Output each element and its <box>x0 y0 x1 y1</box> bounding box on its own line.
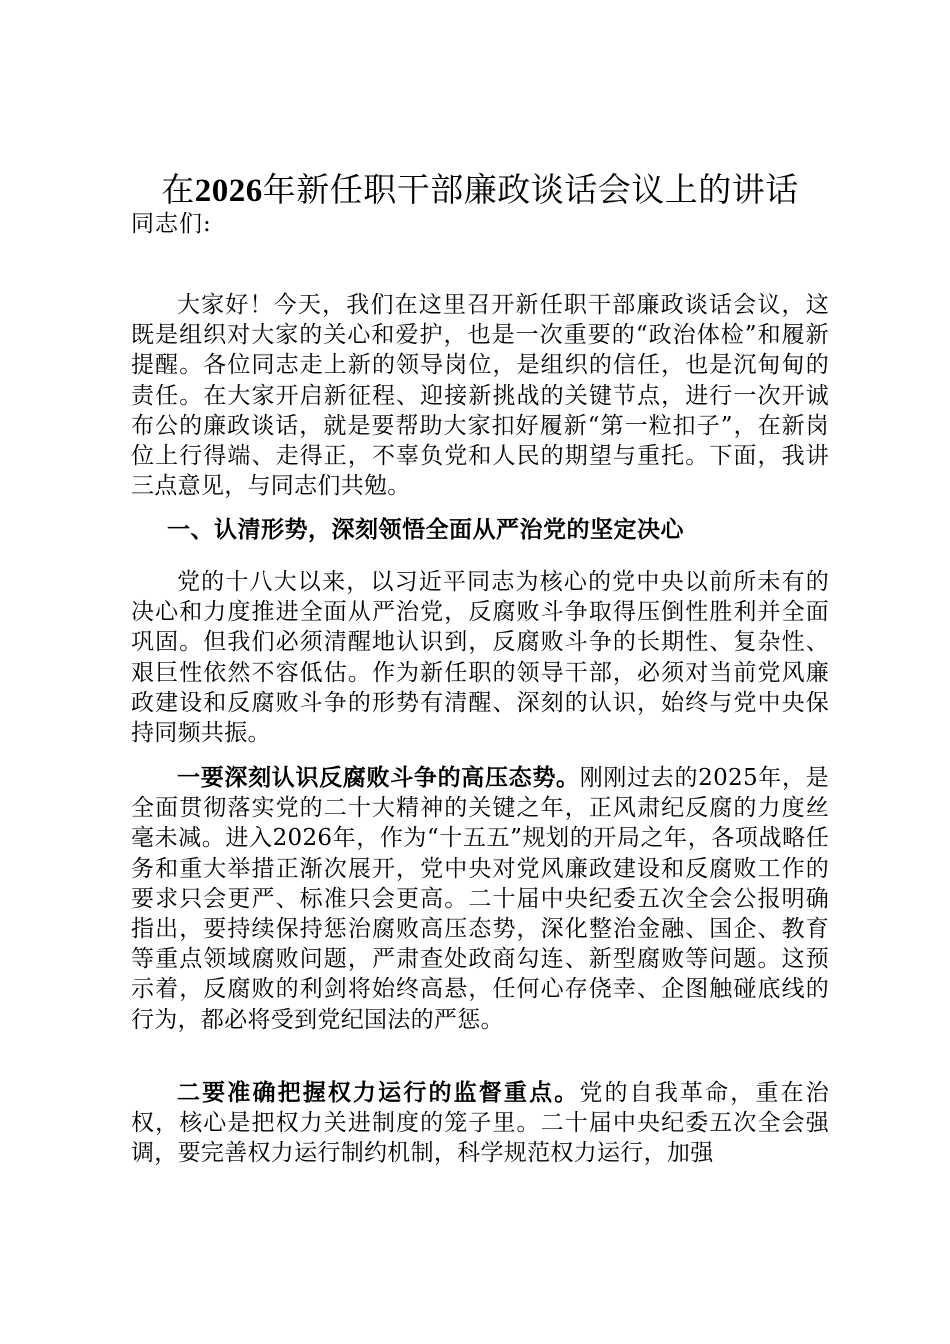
point-1-lead: 一要深刻认识反腐败斗争的高压态势。 <box>177 764 580 791</box>
section-1-heading: 一、认清形势，深刻领悟全面从严治党的坚定决心 <box>167 516 684 543</box>
point-2-lead: 二要准确把握权力运行的监督重点。 <box>177 1079 580 1106</box>
point-2-body: 党的自我革命，重在治权，核心是把权力关进制度的笼子里。二十届中央纪委五次全会强调，要完善权力运行制约机制，科学规范权力运行，加强 <box>131 1080 830 1167</box>
intro-paragraph: 大家好！今天，我们在这里召开新任职干部廉政谈话会议，这既是组织对大家的关心和爱护，也是一次重要的“政治体检”和履新提醒。各位同志走上新的领导岗位，是组织的信任，也是沉甸甸的责任。在大家开启新征程、迎接新挑战的关键节点，进行一次开诚布公的廉政谈话，就是要帮助大家扣好履新“第一粒扣子”，在新岗位上行得端、走得正，不辜负党和人民的期望与重托。下面，我讲三点意见，与同志们共勉。 <box>131 292 829 500</box>
point-2-paragraph <box>131 1078 829 1169</box>
document-title <box>131 168 829 213</box>
title-prefix: 在 <box>161 170 195 209</box>
section-1-paragraph: 党的十八大以来，以习近平同志为核心的党中央以前所未有的决心和力度推进全面从严治党，反腐败斗争取得压倒性胜利并全面巩固。但我们必须清醒地认识到，反腐败斗争的长期性、复杂性、艰巨性依然不容低估。作为新任职的领导干部，必须对当前党风廉政建设和反腐败斗争的形势有清醒、深刻的认识，始终与党中央保持同频共振。 <box>131 569 829 747</box>
point-1-paragraph <box>131 763 829 1035</box>
title-year: 2026 <box>194 173 263 209</box>
title-suffix: 年新任职干部廉政谈话会议上的讲话 <box>262 170 799 209</box>
point-1-body: 刚刚过去的2025年，是全面贯彻落实党的二十大精神的关键之年，正风肃纪反腐的力度丝毫未减。进入2026年，作为“十五五”规划的开局之年，各项战略任务和重大举措正渐次展开，党中央对党风廉政建设和反腐败工作的要求只会更严、标准只会更高。二十届中央纪委五次全会公报明确指出，要持续保持惩治腐败高压态势，深化整治金融、国企、教育等重点领域腐败问题，严肃查处政商勾连、新型腐败等问题。这预示着，反腐败的利剑将始终高悬，任何心存侥幸、企图触碰底线的行为，都必将受到党纪国法的严惩。 <box>131 765 829 1033</box>
salutation: 同志们: <box>131 211 212 237</box>
